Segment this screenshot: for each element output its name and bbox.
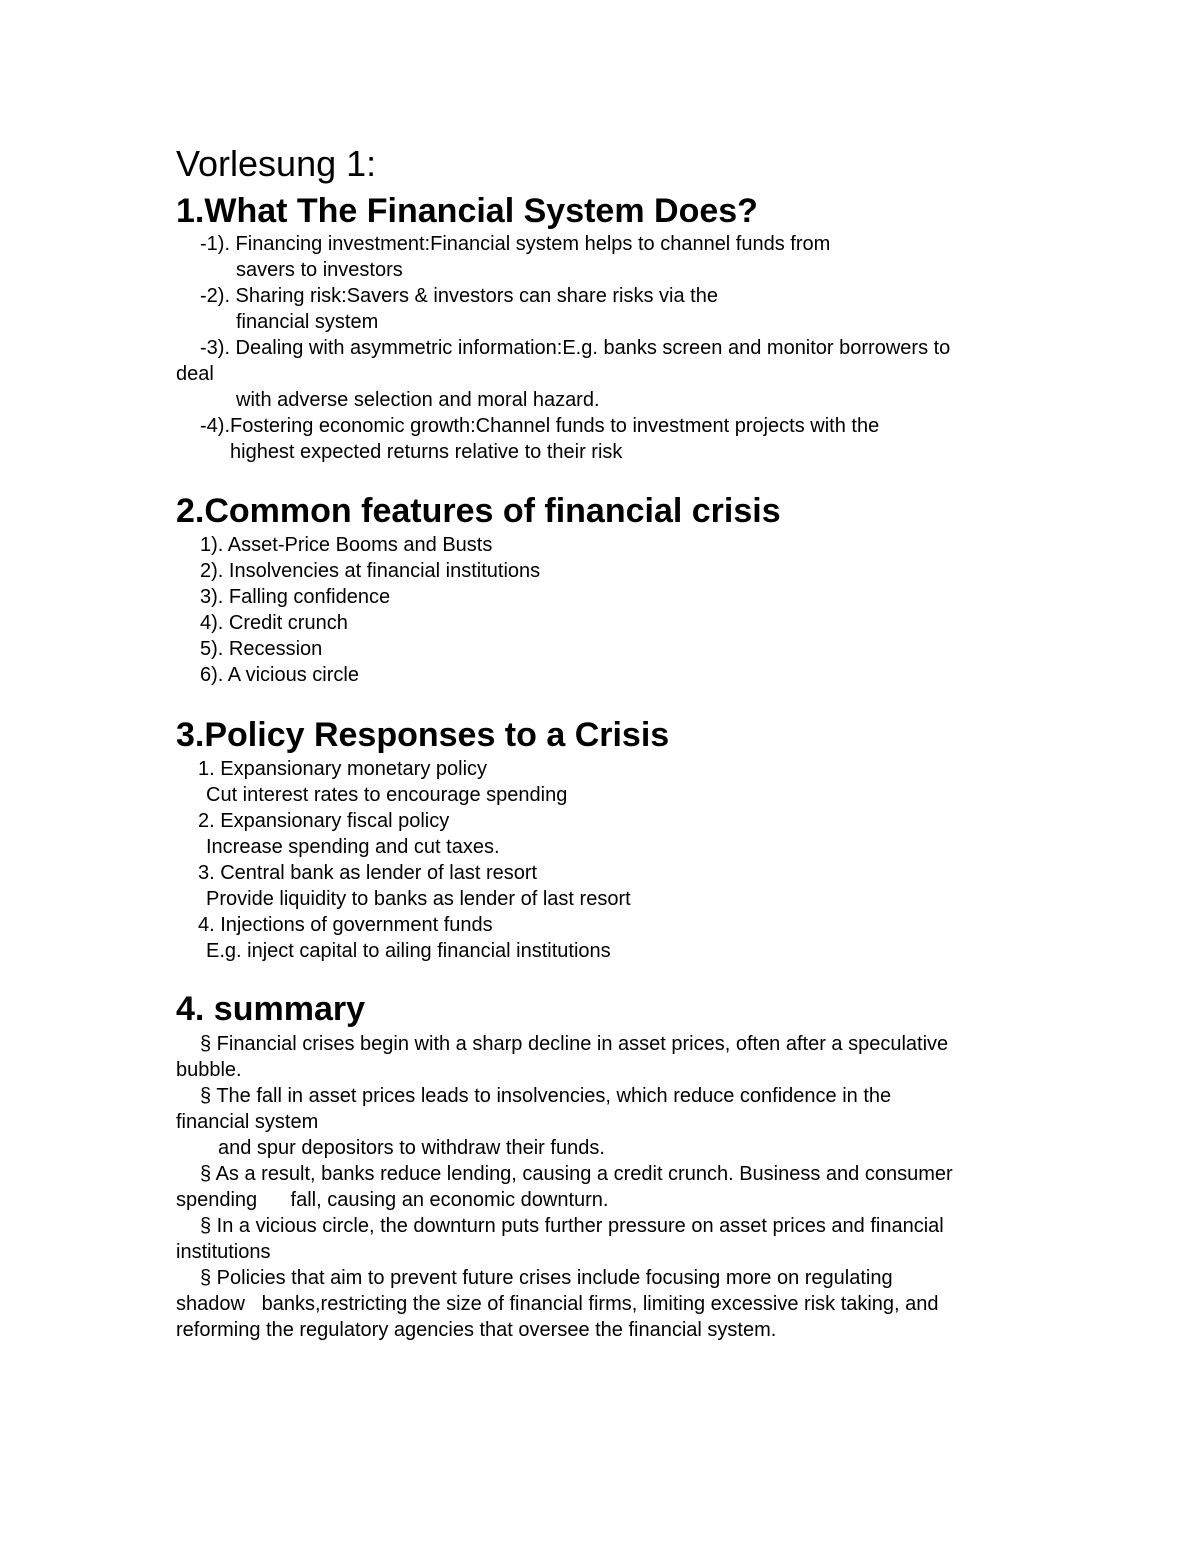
section1-line: deal xyxy=(176,363,214,385)
summary-line: § Policies that aim to prevent future crises include focusing more on regulating xyxy=(200,1267,893,1289)
section3-line: 1. Expansionary monetary policy xyxy=(198,758,488,780)
section2-item: 3). Falling confidence xyxy=(200,586,391,608)
section3-line: 3. Central bank as lender of last resort xyxy=(198,862,538,884)
section3-line: Provide liquidity to banks as lender of last resort xyxy=(206,888,631,910)
summary-line: shadow banks,restricting the size of financial firms, limiting excessive risk taking, and xyxy=(176,1293,939,1315)
section1-line: -3). Dealing with asymmetric information:E.g. banks screen and monitor borrowers to xyxy=(200,337,951,359)
section1-line: -1). Financing investment:Financial system helps to channel funds from xyxy=(200,233,831,255)
section2-item: 6). A vicious circle xyxy=(200,664,359,686)
section1-line: -4).Fostering economic growth:Channel funds to investment projects with the xyxy=(200,415,880,437)
page-title: Vorlesung 1: xyxy=(176,143,377,184)
section2-item: 4). Credit crunch xyxy=(200,612,348,634)
section1-line: savers to investors xyxy=(236,259,403,281)
section1-line: financial system xyxy=(236,311,379,333)
section3-line: Cut interest rates to encourage spending xyxy=(206,784,568,806)
section3-line: 4. Injections of government funds xyxy=(198,914,493,936)
summary-line: institutions xyxy=(176,1241,271,1263)
summary-line: § Financial crises begin with a sharp decline in asset prices, often after a speculative xyxy=(200,1033,949,1055)
section3-line: 2. Expansionary fiscal policy xyxy=(198,810,450,832)
summary-line: and spur depositors to withdraw their funds. xyxy=(218,1137,605,1159)
summary-line: reforming the regulatory agencies that oversee the financial system. xyxy=(176,1319,777,1341)
summary-line: financial system xyxy=(176,1111,319,1133)
summary-line: § The fall in asset prices leads to insolvencies, which reduce confidence in the xyxy=(200,1085,892,1107)
summary-line: bubble. xyxy=(176,1059,242,1081)
section2-item: 5). Recession xyxy=(200,638,323,660)
section-heading-2: 2.Common features of financial crisis xyxy=(176,492,781,530)
summary-line: spending fall, causing an economic downturn. xyxy=(176,1189,609,1211)
summary-line: § As a result, banks reduce lending, causing a credit crunch. Business and consumer xyxy=(200,1163,953,1185)
section1-line: highest expected returns relative to their risk xyxy=(230,441,623,463)
section-heading-3: 3.Policy Responses to a Crisis xyxy=(176,716,670,754)
summary-line: § In a vicious circle, the downturn puts further pressure on asset prices and financial xyxy=(200,1215,944,1237)
section3-line: E.g. inject capital to ailing financial institutions xyxy=(206,940,611,962)
section1-line: with adverse selection and moral hazard. xyxy=(236,389,600,411)
section2-item: 2). Insolvencies at financial institutions xyxy=(200,560,541,582)
section-heading-1: 1.What The Financial System Does? xyxy=(176,192,758,230)
section1-line: -2). Sharing risk:Savers & investors can share risks via the xyxy=(200,285,718,307)
section-heading-4: 4. summary xyxy=(176,990,365,1028)
section3-line: Increase spending and cut taxes. xyxy=(206,836,500,858)
section2-item: 1). Asset-Price Booms and Busts xyxy=(200,534,493,556)
